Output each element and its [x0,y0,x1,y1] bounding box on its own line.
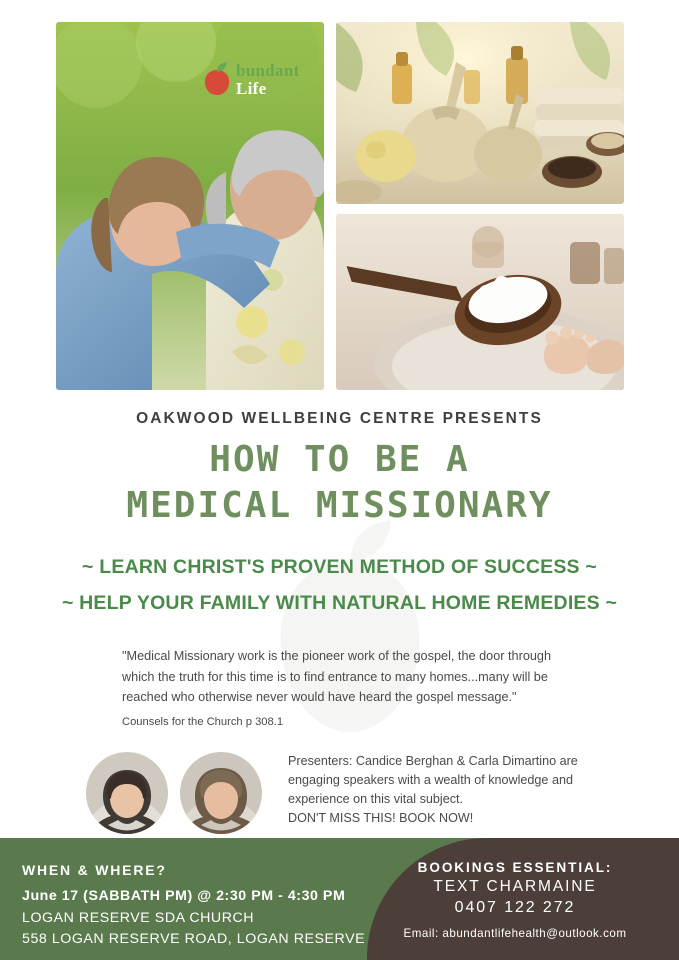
photo-salt-spoon [336,214,624,390]
bookings-email[interactable]: Email: abundantlifehealth@outlook.com [403,927,627,940]
event-datetime: June 17 (SABBATH PM) @ 2:30 PM - 4:30 PM [22,888,346,904]
logo-line1: bundant [236,60,300,80]
presenter-callout: DON'T MISS THIS! BOOK NOW! [288,810,474,825]
title-line-1: HOW TO BE A [209,439,470,480]
bookings-contact: TEXT CHARMAINE [433,878,597,895]
logo-wordmark [236,62,300,97]
presenter-avatars [86,752,276,836]
title-line-2: MEDICAL MISSIONARY [126,485,553,527]
when-where-heading: WHEN & WHERE? [22,862,167,878]
avatar-candice [86,752,168,834]
photo-herbal-compress [336,22,624,204]
abundant-life-logo [202,52,334,106]
logo-line2: Life [236,78,267,98]
bookings-block [365,838,665,960]
event-venue: LOGAN RESERVE SDA CHURCH [22,909,255,926]
presenter-description: Presenters: Candice Berghan & Carla Dimartino are engaging speakers with a wealth of knowledge and experience on this vital subject. [288,754,578,806]
apple-logo-icon [202,62,232,96]
when-where-block [22,838,382,960]
page-title [0,437,679,529]
bookings-phone[interactable]: 0407 122 272 [454,899,576,916]
presenter-org-line: OAKWOOD WELLBEING CENTRE PRESENTS [136,410,543,427]
subtitle-1: ~ LEARN CHRIST'S PROVEN METHOD OF SUCCESS ~ [82,556,597,578]
subtitle-2: ~ HELP YOUR FAMILY WITH NATURAL HOME REMEDIES ~ [61,592,618,614]
event-address: 558 LOGAN RESERVE ROAD, LOGAN RESERVE [22,931,366,948]
avatar-carla [180,752,262,834]
quote-source: Counsels for the Church p 308.1 [122,716,284,728]
photo-grid [56,22,624,390]
quote-text: "Medical Missionary work is the pioneer work of the gospel, the door through which the truth for this time is to find entrance to many homes...many will be reached who otherwise never would have heard the gospel message." [122,649,552,705]
bookings-heading: BOOKINGS ESSENTIAL: [417,860,613,875]
